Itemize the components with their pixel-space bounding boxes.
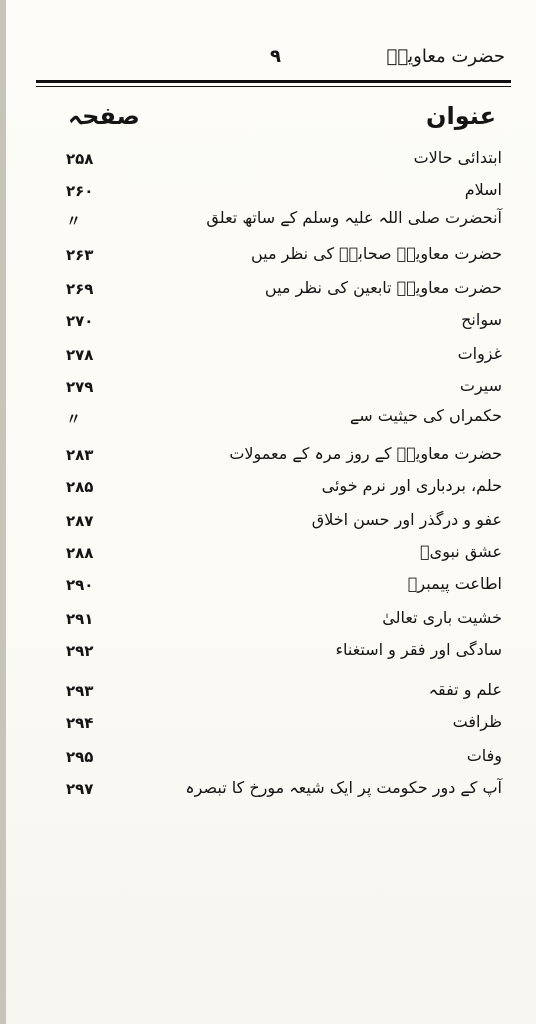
entry-title: اسلام [464,180,502,199]
contents-row [6,444,536,474]
contents-row [6,574,536,604]
entry-page: 〃 [66,212,82,230]
entry-page: ۲۸۸ [66,544,94,562]
contents-page-header: صفحہ [68,102,140,130]
entry-title: غزوات [457,344,502,363]
entry-title: عشق نبویؐ [420,542,502,561]
entry-page: ۲۸۷ [66,512,94,530]
entry-title: حضرت معاویہؓ صحابہؓ کی نظر میں [250,244,502,263]
contents-row [6,310,536,340]
entry-page: ۲۶۳ [66,246,94,264]
entry-title: آپ کے دور حکومت پر ایک شیعہ مورخ کا تبصرہ [185,778,502,797]
entry-title: سادگی اور فقر و استغناء [335,640,502,659]
entry-title: ظرافت [452,712,502,731]
entry-page: ۲۵۸ [66,150,94,168]
contents-row [6,608,536,638]
header-rule-thick [36,80,511,83]
entry-page: ۲۹۰ [66,576,94,594]
contents-row [6,344,536,374]
contents-row [6,278,536,308]
contents-row [6,746,536,776]
entry-title: سیرت [459,376,502,395]
entry-page: ۲۹۴ [66,714,94,732]
contents-row [6,148,536,178]
entry-page: ۲۹۱ [66,610,94,628]
entry-title: حضرت معاویہؓ تابعین کی نظر میں [264,278,502,297]
entry-page: ۲۹۳ [66,682,94,700]
entry-page: ۲۶۰ [66,182,94,200]
entry-page: ۲۶۹ [66,280,94,298]
entry-page: ۲۸۳ [66,446,94,464]
contents-row [6,406,536,436]
contents-row [6,180,536,210]
entry-title: سوانح [461,310,502,329]
entry-page: ۲۷۹ [66,378,94,396]
entry-page: ۲۹۷ [66,780,94,798]
entry-page: ۲۷۸ [66,346,94,364]
entry-page: 〃 [66,410,82,428]
entry-title: علم و تفقہ [428,680,502,699]
entry-page: ۲۹۲ [66,642,94,660]
entry-page: ۲۸۵ [66,478,94,496]
contents-row [6,640,536,670]
entry-title: حضرت معاویہؓ کے روز مرہ کے معمولات [229,444,502,463]
entry-title: خشیت باری تعالیٰ [382,608,502,627]
entry-title: عفو و درگذر اور حسن اخلاق [311,510,502,529]
entry-title: حلم، بردباری اور نرم خوئی [321,476,502,495]
entry-page: ۲۹۵ [66,748,94,766]
contents-row [6,510,536,540]
entry-title: حکمراں کی حیثیت سے [349,406,502,425]
entry-title: آنحضرت صلی اللہ علیہ وسلم کے ساتھ تعلق [206,208,502,227]
page-number: ۹ [270,46,281,67]
contents-row [6,208,536,238]
contents-row [6,244,536,274]
contents-row [6,542,536,572]
entry-page: ۲۷۰ [66,312,94,330]
contents-row [6,778,536,808]
entry-title: وفات [466,746,502,765]
contents-row [6,376,536,406]
contents-row [6,680,536,710]
contents-row [6,712,536,742]
header-rule-thin [36,86,511,87]
entry-title: ابتدائی حالات [413,148,502,167]
entry-title: اطاعت پیمبرؐ [407,574,502,593]
contents-title-header: عنوان [426,102,496,130]
running-header [36,40,511,80]
book-title: حضرت معاویہؓ [386,46,505,67]
contents-row [6,476,536,506]
